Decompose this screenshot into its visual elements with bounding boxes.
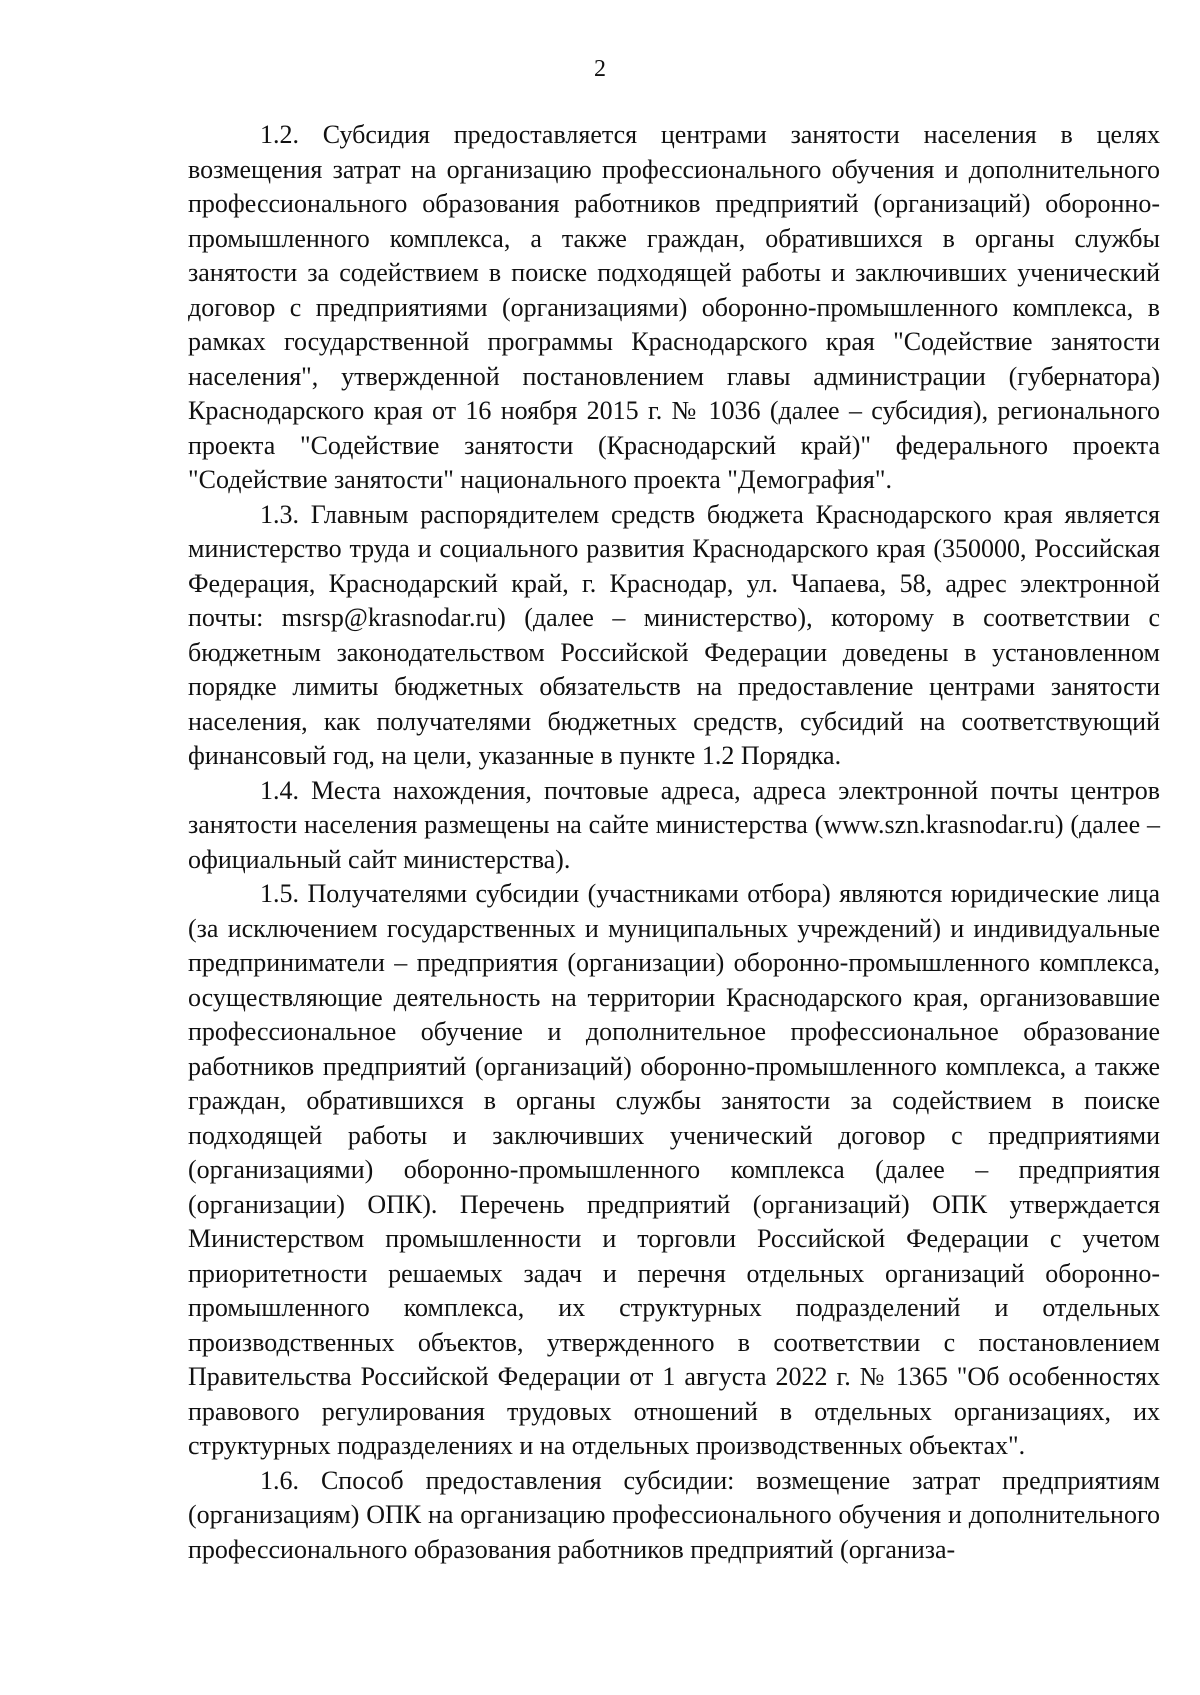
document-body xyxy=(188,118,1160,1567)
paragraph-1-2: 1.2. Субсидия предоставляется центрами занятости населения в целях возмещения затрат на организацию профессионального обучения и дополнительного профессионального образования работников предприятий (организаций) оборонно-промышленного комплекса, а также граждан, обратившихся в органы службы занятости за содействием в поиске подходящей работы и заключивших ученический договор с предприятиями (организациями) оборонно-промышленного комплекса, в рамках государственной программы Краснодарского края "Содействие занятости населения", утвержденной постановлением главы администрации (губернатора) Краснодарского края от 16 ноября 2015 г. № 1036 (далее – субсидия), регионального проекта "Содействие занятости (Краснодарский край)" федерального проекта "Содействие занятости" национального проекта "Демография". xyxy=(188,120,1160,494)
page-number: 2 xyxy=(594,56,606,82)
paragraph-1-4: 1.4. Места нахождения, почтовые адреса, адреса электронной почты центров занятости населения размещены на сайте министерства (www.szn.krasnodar.ru) (далее – официальный сайт министерства). xyxy=(188,775,1160,874)
paragraph-1-6: 1.6. Способ предоставления субсидии: возмещение затрат предприятиям (организациям) ОПК на организацию профессионального обучения и дополнительного профессионального образования работников предприятий (организа- xyxy=(188,1465,1160,1564)
paragraph-1-3: 1.3. Главным распорядителем средств бюджета Краснодарского края является министерство труда и социального развития Краснодарского края (350000, Российская Федерация, Краснодарский край, г. Краснодар, ул. Чапаева, 58, адрес электронной почты: msrsp@krasnodar.ru) (далее – министерство), которому в соответствии с бюджетным законодательством Российской Федерации доведены в установленном порядке лимиты бюджетных обязательств на предоставление центрами занятости населения, как получателями бюджетных средств, субсидий на соответствующий финансовый год, на цели, указанные в пункте 1.2 Порядка. xyxy=(188,499,1160,770)
paragraph-1-5: 1.5. Получателями субсидии (участниками отбора) являются юридические лица (за исключением государственных и муниципальных учреждений) и индивидуальные предприниматели – предприятия (организации) оборонно-промышленного комплекса, осуществляющие деятельность на территории Краснодарского края, организовавшие профессиональное обучение и дополнительное профессиональное образование работников предприятий (организаций) оборонно-промышленного комплекса, а также граждан, обратившихся в органы службы занятости за содействием в поиске подходящей работы и заключивших ученический договор с предприятиями (организациями) оборонно-промышленного комплекса (далее – предприятия (организации) ОПК). Перечень предприятий (организаций) ОПК утверждается Министерством промышленности и торговли Российской Федерации с учетом приоритетности решаемых задач и перечня отдельных организаций оборонно-промышленного комплекса, их структурных подразделений и отдельных производственных объектов, утвержденного в соответствии с постановлением Правительства Российской Федерации от 1 августа 2022 г. № 1365 "Об особенностях правового регулирования трудовых отношений в отдельных организациях, их структурных подразделениях и на отдельных производственных объектах". xyxy=(188,879,1160,1460)
